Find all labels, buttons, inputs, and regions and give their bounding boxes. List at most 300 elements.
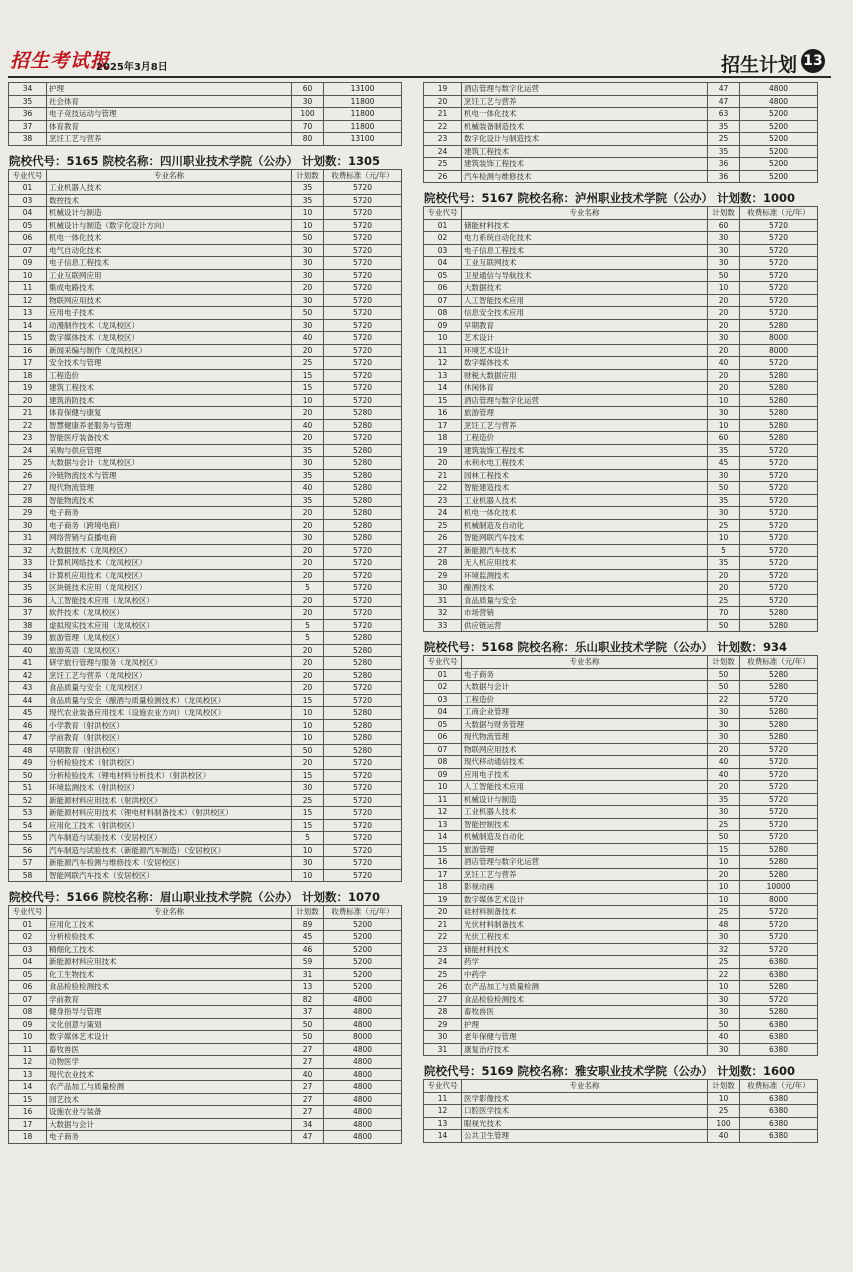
cell-code: 53 bbox=[9, 807, 47, 820]
cell-code: 36 bbox=[9, 594, 47, 607]
cell-plan: 35 bbox=[292, 444, 324, 457]
cell-fee: 5280 bbox=[740, 432, 818, 445]
table-row bbox=[9, 569, 402, 582]
cell-code: 28 bbox=[424, 1006, 462, 1019]
cell-name: 旅游管理 bbox=[462, 407, 708, 420]
cell-fee: 5720 bbox=[740, 818, 818, 831]
cell-plan: 20 bbox=[708, 319, 740, 332]
cell-plan: 10 bbox=[708, 981, 740, 994]
cell-name: 烹饪工艺与营养 bbox=[47, 133, 292, 146]
cell-fee: 13100 bbox=[324, 83, 402, 96]
cell-name: 新能源材料应用技术（锂电材料制备技术）（射洪校区） bbox=[47, 807, 292, 820]
cell-plan: 20 bbox=[708, 743, 740, 756]
table-row bbox=[424, 981, 818, 994]
cell-fee: 5280 bbox=[324, 532, 402, 545]
cell-fee: 4800 bbox=[324, 1006, 402, 1019]
cell-fee: 5280 bbox=[740, 407, 818, 420]
cell-name: 烹饪工艺与营养 bbox=[462, 419, 708, 432]
cell-name: 数字媒体技术 bbox=[462, 357, 708, 370]
cell-code: 11 bbox=[424, 793, 462, 806]
cell-code: 38 bbox=[9, 133, 47, 146]
cell-plan: 5 bbox=[292, 832, 324, 845]
cell-fee: 8000 bbox=[740, 893, 818, 906]
cell-fee: 8000 bbox=[740, 332, 818, 345]
header-code: 专业代号 bbox=[424, 1080, 462, 1093]
table-row bbox=[424, 232, 818, 245]
cell-code: 08 bbox=[424, 307, 462, 320]
cell-name: 智能建造技术 bbox=[462, 482, 708, 495]
cell-code: 31 bbox=[424, 1043, 462, 1056]
cell-fee: 5720 bbox=[324, 369, 402, 382]
cell-fee: 5720 bbox=[740, 781, 818, 794]
cell-plan: 10 bbox=[708, 856, 740, 869]
cell-name: 计算机应用技术（龙凤校区） bbox=[47, 569, 292, 582]
cell-plan: 5 bbox=[708, 544, 740, 557]
cell-name: 区块链技术应用（龙凤校区） bbox=[47, 582, 292, 595]
cell-plan: 50 bbox=[708, 619, 740, 632]
cell-name: 分析检验技术（射洪校区） bbox=[47, 757, 292, 770]
cell-code: 25 bbox=[424, 519, 462, 532]
cell-fee: 5720 bbox=[740, 469, 818, 482]
table-row bbox=[424, 120, 818, 133]
cell-code: 15 bbox=[424, 394, 462, 407]
cell-name: 机电一体化技术 bbox=[462, 108, 708, 121]
cell-fee: 5720 bbox=[324, 694, 402, 707]
cell-name: 网络营销与直播电商 bbox=[47, 532, 292, 545]
cell-code: 24 bbox=[424, 956, 462, 969]
cell-plan: 10 bbox=[708, 394, 740, 407]
table-row bbox=[424, 993, 818, 1006]
table-row bbox=[9, 519, 402, 532]
plan-table bbox=[8, 169, 402, 883]
cell-name: 电子信息工程技术 bbox=[47, 257, 292, 270]
cell-fee: 5200 bbox=[324, 968, 402, 981]
cell-plan: 30 bbox=[708, 993, 740, 1006]
cell-fee: 5200 bbox=[740, 145, 818, 158]
cell-code: 13 bbox=[424, 369, 462, 382]
cell-name: 现代物流管理 bbox=[462, 731, 708, 744]
cell-code: 15 bbox=[424, 843, 462, 856]
cell-code: 18 bbox=[9, 369, 47, 382]
table-row bbox=[424, 881, 818, 894]
cell-plan: 10 bbox=[292, 844, 324, 857]
cell-plan: 10 bbox=[292, 219, 324, 232]
school-title: 院校代号：5166 院校名称：眉山职业技术学院（公办） 计划数：1070 bbox=[9, 890, 381, 904]
cell-fee: 5720 bbox=[740, 444, 818, 457]
table-row bbox=[9, 257, 402, 270]
cell-code: 18 bbox=[424, 432, 462, 445]
table-row bbox=[9, 757, 402, 770]
table-header-row bbox=[9, 906, 402, 919]
table-row bbox=[9, 282, 402, 295]
cell-plan: 100 bbox=[292, 108, 324, 121]
cell-name: 环境艺术设计 bbox=[462, 344, 708, 357]
cell-fee: 5200 bbox=[324, 918, 402, 931]
cell-code: 39 bbox=[9, 632, 47, 645]
cell-fee: 5720 bbox=[740, 307, 818, 320]
issue-date: 2025年3月8日 bbox=[96, 62, 168, 73]
cell-plan: 30 bbox=[292, 95, 324, 108]
cell-fee: 4800 bbox=[740, 95, 818, 108]
cell-code: 04 bbox=[424, 706, 462, 719]
cell-code: 56 bbox=[9, 844, 47, 857]
cell-name: 虚拟现实技术应用（龙凤校区） bbox=[47, 619, 292, 632]
table-row bbox=[424, 244, 818, 257]
cell-fee: 5720 bbox=[740, 569, 818, 582]
cell-code: 25 bbox=[424, 968, 462, 981]
cell-plan: 13 bbox=[292, 981, 324, 994]
cell-code: 48 bbox=[9, 744, 47, 757]
cell-code: 16 bbox=[424, 407, 462, 420]
cell-code: 18 bbox=[9, 1131, 47, 1144]
table-row bbox=[9, 232, 402, 245]
table-row bbox=[9, 844, 402, 857]
cell-fee: 5720 bbox=[324, 182, 402, 195]
cell-name: 电子竞技运动与管理 bbox=[47, 108, 292, 121]
cell-fee: 5280 bbox=[324, 482, 402, 495]
table-row bbox=[424, 943, 818, 956]
cell-plan: 20 bbox=[292, 557, 324, 570]
cell-plan: 25 bbox=[292, 357, 324, 370]
plan-table bbox=[8, 905, 402, 1144]
header-plan: 计划数 bbox=[708, 656, 740, 669]
cell-plan: 40 bbox=[708, 1130, 740, 1143]
cell-name: 早期教育（射洪校区） bbox=[47, 744, 292, 757]
cell-name: 建筑工程技术 bbox=[462, 145, 708, 158]
cell-code: 34 bbox=[9, 83, 47, 96]
cell-name: 建筑消防技术 bbox=[47, 394, 292, 407]
cell-fee: 5720 bbox=[740, 282, 818, 295]
cell-plan: 50 bbox=[292, 1018, 324, 1031]
table-row bbox=[9, 943, 402, 956]
cell-fee: 5720 bbox=[324, 332, 402, 345]
cell-plan: 10 bbox=[708, 881, 740, 894]
cell-name: 设施农业与装备 bbox=[47, 1106, 292, 1119]
cell-name: 健身指导与管理 bbox=[47, 1006, 292, 1019]
cell-code: 25 bbox=[424, 158, 462, 171]
cell-fee: 4800 bbox=[324, 1018, 402, 1031]
cell-name: 储能材料技术 bbox=[462, 943, 708, 956]
table-row bbox=[424, 681, 818, 694]
cell-code: 03 bbox=[424, 244, 462, 257]
cell-code: 01 bbox=[9, 182, 47, 195]
table-row bbox=[9, 707, 402, 720]
cell-name: 安全技术与管理 bbox=[47, 357, 292, 370]
cell-plan: 30 bbox=[292, 782, 324, 795]
cell-name: 食品质量与安全（龙凤校区） bbox=[47, 682, 292, 695]
cell-code: 10 bbox=[424, 781, 462, 794]
cell-name: 化工生物技术 bbox=[47, 968, 292, 981]
cell-name: 电子商务 bbox=[47, 1131, 292, 1144]
cell-plan: 27 bbox=[292, 1093, 324, 1106]
cell-name: 艺术设计 bbox=[462, 332, 708, 345]
cell-code: 07 bbox=[424, 294, 462, 307]
cell-code: 11 bbox=[9, 282, 47, 295]
cell-plan: 10 bbox=[708, 532, 740, 545]
table-row bbox=[9, 832, 402, 845]
cell-fee: 6380 bbox=[740, 1117, 818, 1130]
cell-fee: 5720 bbox=[324, 557, 402, 570]
cell-plan: 10 bbox=[292, 707, 324, 720]
cell-name: 现代移动通信技术 bbox=[462, 756, 708, 769]
cell-name: 体育教育 bbox=[47, 120, 292, 133]
cell-code: 23 bbox=[9, 432, 47, 445]
cell-name: 水利水电工程技术 bbox=[462, 457, 708, 470]
cell-fee: 5720 bbox=[740, 993, 818, 1006]
right-column bbox=[423, 82, 818, 1151]
table-row bbox=[424, 931, 818, 944]
table-row bbox=[424, 1043, 818, 1056]
header-plan: 计划数 bbox=[292, 906, 324, 919]
cell-name: 数字化设计与制造技术 bbox=[462, 133, 708, 146]
cell-plan: 50 bbox=[292, 1031, 324, 1044]
school-title: 院校代号：5167 院校名称：泸州职业技术学院（公办） 计划数：1000 bbox=[424, 191, 796, 205]
table-row bbox=[424, 1018, 818, 1031]
school-title: 院校代号：5169 院校名称：雅安职业技术学院（公办） 计划数：1600 bbox=[424, 1064, 796, 1078]
cell-name: 供应链运营 bbox=[462, 619, 708, 632]
cell-fee: 5720 bbox=[740, 244, 818, 257]
table-row bbox=[424, 83, 818, 96]
cell-plan: 40 bbox=[708, 1031, 740, 1044]
table-row bbox=[9, 644, 402, 657]
cell-plan: 20 bbox=[292, 657, 324, 670]
cell-code: 23 bbox=[424, 494, 462, 507]
cell-code: 13 bbox=[9, 307, 47, 320]
cell-plan: 40 bbox=[292, 419, 324, 432]
cell-fee: 5720 bbox=[740, 918, 818, 931]
cell-code: 04 bbox=[9, 956, 47, 969]
cell-plan: 25 bbox=[292, 794, 324, 807]
table-row bbox=[424, 1130, 818, 1143]
cell-fee: 5720 bbox=[740, 594, 818, 607]
cell-name: 旅游管理 bbox=[462, 843, 708, 856]
table-row bbox=[424, 793, 818, 806]
cell-fee: 8000 bbox=[740, 344, 818, 357]
cell-fee: 5280 bbox=[324, 744, 402, 757]
cell-fee: 5720 bbox=[324, 269, 402, 282]
cell-plan: 50 bbox=[708, 681, 740, 694]
cell-plan: 40 bbox=[708, 357, 740, 370]
table-row bbox=[424, 619, 818, 632]
cell-fee: 4800 bbox=[324, 1081, 402, 1094]
cell-fee: 5720 bbox=[740, 793, 818, 806]
cell-fee: 5280 bbox=[740, 843, 818, 856]
table-row bbox=[424, 369, 818, 382]
cell-plan: 40 bbox=[292, 1068, 324, 1081]
cell-fee: 5280 bbox=[324, 507, 402, 520]
table-row bbox=[424, 158, 818, 171]
cell-name: 研学旅行管理与服务（龙凤校区） bbox=[47, 657, 292, 670]
cell-name: 影视动画 bbox=[462, 881, 708, 894]
cell-fee: 5720 bbox=[324, 844, 402, 857]
table-row bbox=[9, 120, 402, 133]
cell-name: 农产品加工与质量检测 bbox=[47, 1081, 292, 1094]
cell-name: 汽车制造与试验技术（安居校区） bbox=[47, 832, 292, 845]
cell-fee: 5720 bbox=[324, 832, 402, 845]
header-code: 专业代号 bbox=[424, 656, 462, 669]
table-row bbox=[424, 282, 818, 295]
cell-code: 01 bbox=[424, 219, 462, 232]
cell-name: 酿酒技术 bbox=[462, 582, 708, 595]
cell-name: 动物医学 bbox=[47, 1056, 292, 1069]
cell-name: 现代农业装备应用技术（设施农业方向）（龙凤校区） bbox=[47, 707, 292, 720]
cell-name: 光伏工程技术 bbox=[462, 931, 708, 944]
cell-plan: 50 bbox=[708, 269, 740, 282]
table-row bbox=[9, 108, 402, 121]
cell-fee: 4800 bbox=[324, 1068, 402, 1081]
table-row bbox=[9, 344, 402, 357]
cell-name: 工业互联网应用 bbox=[47, 269, 292, 282]
cell-fee: 5720 bbox=[324, 607, 402, 620]
cell-code: 15 bbox=[9, 1093, 47, 1106]
cell-fee: 5720 bbox=[324, 432, 402, 445]
cell-plan: 50 bbox=[292, 307, 324, 320]
cell-fee: 5280 bbox=[324, 444, 402, 457]
cell-plan: 40 bbox=[708, 756, 740, 769]
table-row bbox=[424, 507, 818, 520]
header-code: 专业代号 bbox=[9, 169, 47, 182]
cell-fee: 5280 bbox=[740, 394, 818, 407]
cell-fee: 5720 bbox=[740, 943, 818, 956]
cell-name: 食品质量与安全 bbox=[462, 594, 708, 607]
cell-name: 酒店管理与数字化运营 bbox=[462, 394, 708, 407]
cell-fee: 5720 bbox=[324, 207, 402, 220]
table-row bbox=[9, 457, 402, 470]
cell-fee: 6380 bbox=[740, 1092, 818, 1105]
table-row bbox=[424, 818, 818, 831]
cell-name: 食品质量与安全（酿酒与质量检测技术）（龙凤校区） bbox=[47, 694, 292, 707]
header-plan: 计划数 bbox=[708, 1080, 740, 1093]
cell-code: 05 bbox=[9, 968, 47, 981]
table-row bbox=[424, 394, 818, 407]
cell-plan: 10 bbox=[708, 419, 740, 432]
cell-code: 09 bbox=[424, 768, 462, 781]
cell-name: 护理 bbox=[47, 83, 292, 96]
cell-name: 烹饪工艺与营养 bbox=[462, 868, 708, 881]
cell-name: 环境监测技术（射洪校区） bbox=[47, 782, 292, 795]
cell-fee: 5280 bbox=[740, 668, 818, 681]
cell-plan: 89 bbox=[292, 918, 324, 931]
cell-name: 储能材料技术 bbox=[462, 219, 708, 232]
cell-fee: 5280 bbox=[740, 981, 818, 994]
cell-name: 机电一体化技术 bbox=[462, 507, 708, 520]
header-code: 专业代号 bbox=[424, 207, 462, 220]
cell-name: 畜牧兽医 bbox=[47, 1043, 292, 1056]
cell-code: 12 bbox=[9, 1056, 47, 1069]
cell-plan: 50 bbox=[708, 482, 740, 495]
cell-name: 现代农业技术 bbox=[47, 1068, 292, 1081]
cell-fee: 4800 bbox=[324, 1056, 402, 1069]
cell-fee: 5200 bbox=[740, 158, 818, 171]
table-row bbox=[424, 419, 818, 432]
table-row bbox=[9, 269, 402, 282]
table-row bbox=[9, 669, 402, 682]
cell-name: 护理 bbox=[462, 1018, 708, 1031]
cell-fee: 5280 bbox=[324, 419, 402, 432]
left-column bbox=[8, 82, 402, 1152]
table-row bbox=[9, 719, 402, 732]
table-row bbox=[424, 706, 818, 719]
table-row bbox=[9, 619, 402, 632]
cell-plan: 20 bbox=[292, 607, 324, 620]
cell-code: 49 bbox=[9, 757, 47, 770]
cell-code: 31 bbox=[424, 594, 462, 607]
school-title: 院校代号：5165 院校名称：四川职业技术学院（公办） 计划数：1305 bbox=[9, 153, 381, 168]
cell-fee: 5720 bbox=[324, 582, 402, 595]
cell-fee: 5280 bbox=[324, 469, 402, 482]
header-fee: 收费标准（元/年） bbox=[324, 169, 402, 182]
table-row bbox=[9, 1018, 402, 1031]
cell-fee: 5280 bbox=[740, 731, 818, 744]
table-row bbox=[9, 632, 402, 645]
cell-code: 50 bbox=[9, 769, 47, 782]
cell-name: 分析检验技术（锂电材料分析技术）（射洪校区） bbox=[47, 769, 292, 782]
cell-name: 机械设计与制造（数字化设计方向） bbox=[47, 219, 292, 232]
cell-fee: 5720 bbox=[740, 507, 818, 520]
table-row bbox=[424, 307, 818, 320]
cell-code: 12 bbox=[424, 1105, 462, 1118]
cell-plan: 20 bbox=[708, 369, 740, 382]
cell-fee: 5280 bbox=[740, 382, 818, 395]
cell-fee: 5720 bbox=[324, 619, 402, 632]
cell-name: 现代物流管理 bbox=[47, 482, 292, 495]
cell-code: 16 bbox=[424, 856, 462, 869]
cell-name: 新闻采编与制作（龙凤校区） bbox=[47, 344, 292, 357]
table-row bbox=[424, 968, 818, 981]
cell-plan: 10 bbox=[292, 869, 324, 882]
newspaper-logo: 招生考试报 bbox=[10, 50, 111, 72]
table-row bbox=[424, 668, 818, 681]
cell-fee: 4800 bbox=[324, 1118, 402, 1131]
section-title: 招生计划 bbox=[720, 54, 797, 76]
table-header-row bbox=[424, 207, 818, 220]
cell-fee: 5280 bbox=[740, 319, 818, 332]
cell-plan: 47 bbox=[292, 1131, 324, 1144]
school-block bbox=[423, 82, 818, 183]
cell-plan: 47 bbox=[708, 95, 740, 108]
cell-plan: 45 bbox=[708, 457, 740, 470]
cell-name: 烹饪工艺与营养（龙凤校区） bbox=[47, 669, 292, 682]
cell-name: 酒店管理与数字化运营 bbox=[462, 856, 708, 869]
table-row bbox=[424, 557, 818, 570]
cell-code: 03 bbox=[9, 194, 47, 207]
cell-plan: 50 bbox=[292, 744, 324, 757]
cell-fee: 5720 bbox=[740, 806, 818, 819]
cell-code: 06 bbox=[424, 282, 462, 295]
table-row bbox=[9, 394, 402, 407]
cell-name: 应用电子技术 bbox=[462, 768, 708, 781]
cell-fee: 5280 bbox=[740, 868, 818, 881]
cell-name: 人工智能技术应用 bbox=[462, 781, 708, 794]
cell-fee: 5720 bbox=[324, 194, 402, 207]
cell-code: 37 bbox=[9, 607, 47, 620]
cell-fee: 5280 bbox=[740, 369, 818, 382]
cell-code: 02 bbox=[424, 681, 462, 694]
cell-plan: 15 bbox=[292, 369, 324, 382]
cell-code: 32 bbox=[9, 544, 47, 557]
cell-name: 电力系统自动化技术 bbox=[462, 232, 708, 245]
cell-name: 建筑装饰工程技术 bbox=[462, 158, 708, 171]
cell-code: 26 bbox=[424, 532, 462, 545]
cell-name: 工业互联网技术 bbox=[462, 257, 708, 270]
header-name: 专业名称 bbox=[462, 656, 708, 669]
cell-plan: 35 bbox=[708, 145, 740, 158]
cell-code: 17 bbox=[424, 419, 462, 432]
cell-fee: 5200 bbox=[324, 956, 402, 969]
cell-plan: 10 bbox=[292, 732, 324, 745]
table-row bbox=[9, 182, 402, 195]
cell-name: 数字媒体技术（龙凤校区） bbox=[47, 332, 292, 345]
